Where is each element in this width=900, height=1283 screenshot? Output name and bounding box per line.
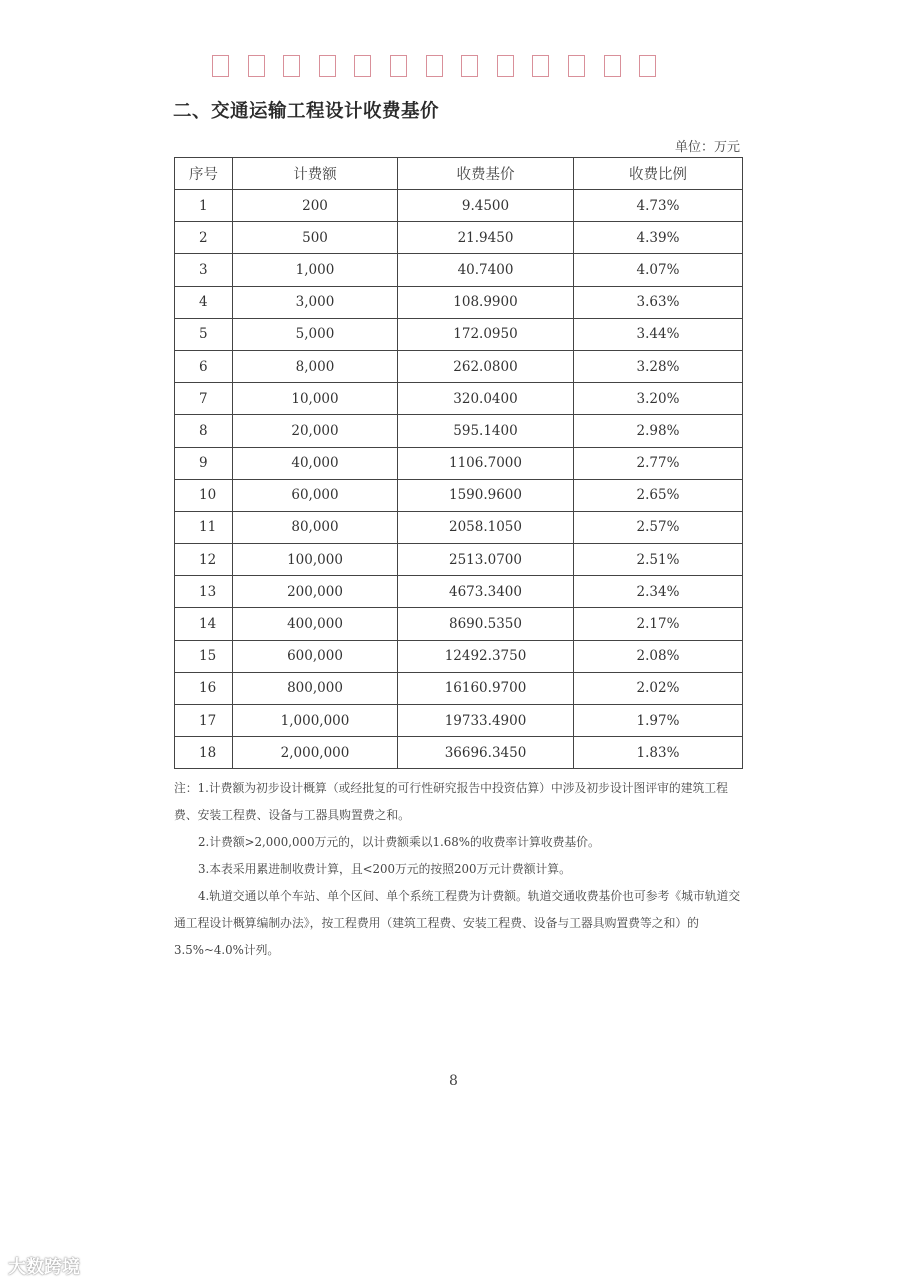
cell-fee-ratio: 4.07% bbox=[574, 254, 743, 286]
cell-base-price: 1590.9600 bbox=[398, 479, 574, 511]
table-row bbox=[175, 705, 743, 737]
cell-fee-ratio: 2.51% bbox=[574, 544, 743, 576]
cell-fee-ratio: 4.39% bbox=[574, 222, 743, 254]
header-fee-amount: 计费额 bbox=[233, 158, 398, 190]
cell-index: 17 bbox=[175, 705, 233, 737]
watermark-logo: 大数跨境 bbox=[8, 1257, 80, 1278]
cell-base-price: 108.9900 bbox=[398, 286, 574, 318]
cell-base-price: 12492.3750 bbox=[398, 640, 574, 672]
header-boxes bbox=[212, 55, 656, 77]
cell-fee-ratio: 4.73% bbox=[574, 190, 743, 222]
table-row bbox=[175, 511, 743, 543]
header-box bbox=[354, 55, 371, 77]
unit-label: 单位：万元 bbox=[674, 140, 740, 155]
cell-index: 16 bbox=[175, 672, 233, 704]
table-row bbox=[175, 447, 743, 479]
cell-index: 10 bbox=[175, 479, 233, 511]
note-4: 4.轨道交通以单个车站、单个区间、单个系统工程费为计费额。轨道交通收费基价也可参考《城市轨道交通工程设计概算编制办法》，按工程费用（建筑工程费、安装工程费、设备与工器具购置费等之和）的3.5%~4.0%计列。 bbox=[174, 889, 741, 957]
cell-index: 7 bbox=[175, 383, 233, 415]
cell-base-price: 21.9450 bbox=[398, 222, 574, 254]
table-row bbox=[175, 608, 743, 640]
cell-index: 6 bbox=[175, 350, 233, 382]
cell-base-price: 320.0400 bbox=[398, 383, 574, 415]
header-box bbox=[283, 55, 300, 77]
header-box bbox=[568, 55, 585, 77]
cell-fee-ratio: 2.02% bbox=[574, 672, 743, 704]
cell-fee-ratio: 3.44% bbox=[574, 318, 743, 350]
table-row bbox=[175, 576, 743, 608]
cell-fee-amount: 200,000 bbox=[233, 576, 398, 608]
fee-table bbox=[174, 157, 743, 769]
cell-fee-amount: 500 bbox=[233, 222, 398, 254]
cell-index: 15 bbox=[175, 640, 233, 672]
table-row bbox=[175, 383, 743, 415]
header-box bbox=[319, 55, 336, 77]
cell-base-price: 16160.9700 bbox=[398, 672, 574, 704]
cell-base-price: 2058.1050 bbox=[398, 511, 574, 543]
cell-index: 4 bbox=[175, 286, 233, 318]
note-2: 2.计费额>2,000,000万元的，以计费额乘以1.68%的收费率计算收费基价。 bbox=[198, 835, 600, 849]
cell-fee-amount: 600,000 bbox=[233, 640, 398, 672]
cell-fee-ratio: 3.63% bbox=[574, 286, 743, 318]
cell-index: 13 bbox=[175, 576, 233, 608]
header-base-price: 收费基价 bbox=[398, 158, 574, 190]
header-box bbox=[532, 55, 549, 77]
cell-base-price: 40.7400 bbox=[398, 254, 574, 286]
header-box bbox=[248, 55, 265, 77]
cell-index: 11 bbox=[175, 511, 233, 543]
table-row bbox=[175, 222, 743, 254]
table-row bbox=[175, 415, 743, 447]
cell-fee-ratio: 2.34% bbox=[574, 576, 743, 608]
cell-index: 2 bbox=[175, 222, 233, 254]
cell-base-price: 2513.0700 bbox=[398, 544, 574, 576]
cell-fee-amount: 10,000 bbox=[233, 383, 398, 415]
cell-fee-amount: 800,000 bbox=[233, 672, 398, 704]
header-box bbox=[461, 55, 478, 77]
cell-index: 1 bbox=[175, 190, 233, 222]
table-row bbox=[175, 737, 743, 769]
table-row bbox=[175, 350, 743, 382]
table-row bbox=[175, 190, 743, 222]
cell-base-price: 1106.7000 bbox=[398, 447, 574, 479]
table-row bbox=[175, 544, 743, 576]
table-row bbox=[175, 672, 743, 704]
cell-fee-ratio: 1.83% bbox=[574, 737, 743, 769]
cell-fee-ratio: 2.57% bbox=[574, 511, 743, 543]
cell-index: 18 bbox=[175, 737, 233, 769]
cell-fee-amount: 1,000,000 bbox=[233, 705, 398, 737]
cell-index: 5 bbox=[175, 318, 233, 350]
table-row bbox=[175, 286, 743, 318]
cell-fee-amount: 8,000 bbox=[233, 350, 398, 382]
cell-base-price: 19733.4900 bbox=[398, 705, 574, 737]
cell-base-price: 172.0950 bbox=[398, 318, 574, 350]
cell-fee-ratio: 3.28% bbox=[574, 350, 743, 382]
cell-index: 9 bbox=[175, 447, 233, 479]
table-row bbox=[175, 254, 743, 286]
cell-fee-ratio: 3.20% bbox=[574, 383, 743, 415]
table-row bbox=[175, 640, 743, 672]
cell-fee-amount: 400,000 bbox=[233, 608, 398, 640]
header-box bbox=[639, 55, 656, 77]
header-box bbox=[604, 55, 621, 77]
cell-index: 3 bbox=[175, 254, 233, 286]
header-box bbox=[390, 55, 407, 77]
cell-fee-ratio: 2.98% bbox=[574, 415, 743, 447]
cell-index: 14 bbox=[175, 608, 233, 640]
cell-base-price: 36696.3450 bbox=[398, 737, 574, 769]
page-number: 8 bbox=[449, 1073, 458, 1089]
cell-fee-amount: 5,000 bbox=[233, 318, 398, 350]
cell-fee-ratio: 2.17% bbox=[574, 608, 743, 640]
page-title: 二、交通运输工程设计收费基价 bbox=[173, 101, 440, 122]
cell-fee-amount: 200 bbox=[233, 190, 398, 222]
cell-fee-ratio: 2.65% bbox=[574, 479, 743, 511]
cell-fee-amount: 2,000,000 bbox=[233, 737, 398, 769]
cell-base-price: 4673.3400 bbox=[398, 576, 574, 608]
header-fee-ratio: 收费比例 bbox=[574, 158, 743, 190]
cell-fee-ratio: 2.08% bbox=[574, 640, 743, 672]
cell-fee-ratio: 1.97% bbox=[574, 705, 743, 737]
cell-fee-amount: 3,000 bbox=[233, 286, 398, 318]
header-box bbox=[426, 55, 443, 77]
cell-base-price: 595.1400 bbox=[398, 415, 574, 447]
note-1: 注：1.计费额为初步设计概算（或经批复的可行性研究报告中投资估算）中涉及初步设计图评审的建筑工程费、安装工程费、设备与工器具购置费之和。 bbox=[174, 781, 728, 822]
cell-base-price: 262.0800 bbox=[398, 350, 574, 382]
table-header-row bbox=[175, 158, 743, 190]
header-box bbox=[212, 55, 229, 77]
note-3: 3.本表采用累进制收费计算，且<200万元的按照200万元计费额计算。 bbox=[198, 862, 571, 876]
cell-base-price: 9.4500 bbox=[398, 190, 574, 222]
cell-fee-ratio: 2.77% bbox=[574, 447, 743, 479]
header-index: 序号 bbox=[175, 158, 233, 190]
cell-fee-amount: 40,000 bbox=[233, 447, 398, 479]
cell-index: 8 bbox=[175, 415, 233, 447]
cell-fee-amount: 100,000 bbox=[233, 544, 398, 576]
cell-index: 12 bbox=[175, 544, 233, 576]
table-row bbox=[175, 318, 743, 350]
cell-fee-amount: 80,000 bbox=[233, 511, 398, 543]
cell-fee-amount: 1,000 bbox=[233, 254, 398, 286]
cell-fee-amount: 20,000 bbox=[233, 415, 398, 447]
cell-fee-amount: 60,000 bbox=[233, 479, 398, 511]
table-row bbox=[175, 479, 743, 511]
notes bbox=[174, 775, 749, 964]
cell-base-price: 8690.5350 bbox=[398, 608, 574, 640]
header-box bbox=[497, 55, 514, 77]
